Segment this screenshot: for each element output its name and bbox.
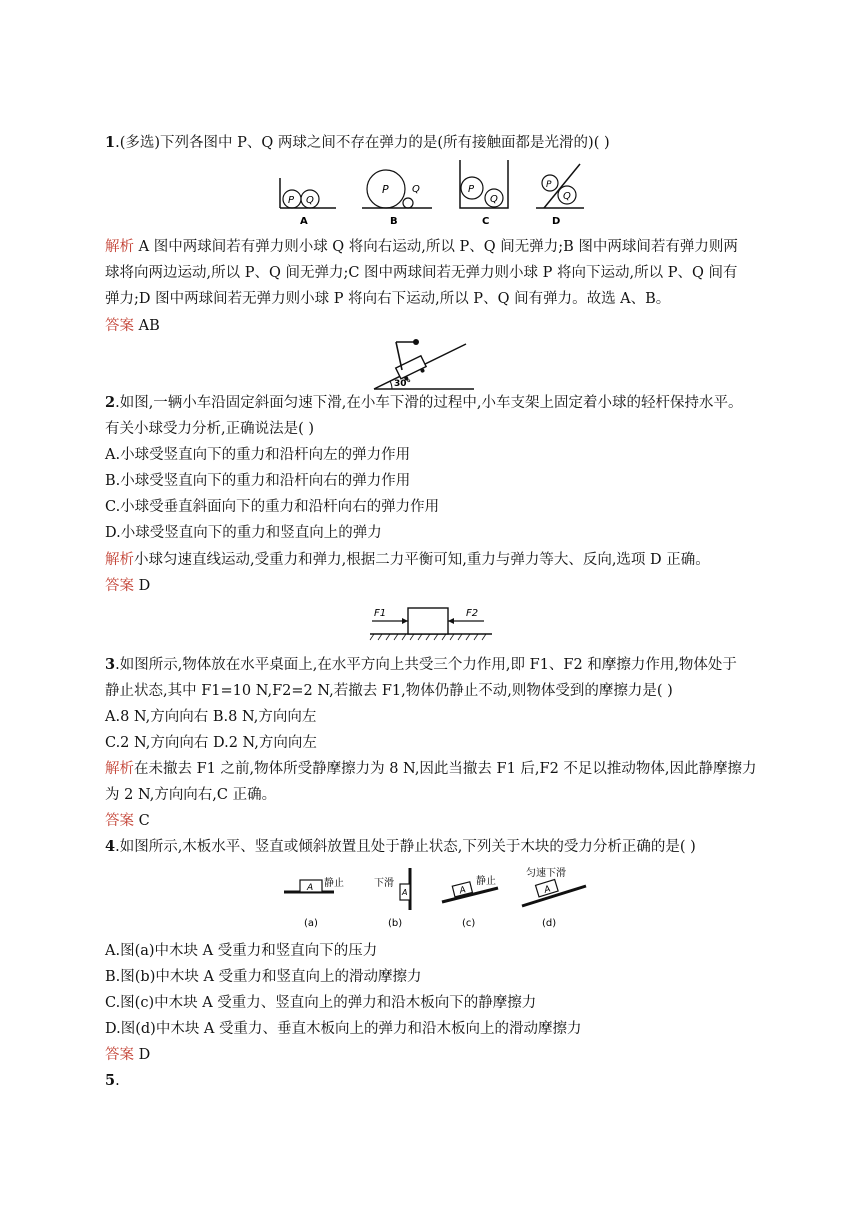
q5-number: 5 [105,1072,116,1089]
q3-options-ab: A.8 N,方向向右 B.8 N,方向向左 [105,709,317,725]
q2-option-c: C.小球受垂直斜面向下的重力和沿杆向右的弹力作用 [105,499,440,515]
q3-number: 3 [105,656,116,673]
q1-ball-p: P [288,195,295,206]
q4-fig-b [374,868,410,929]
q4-option-a: A.图(a)中木块 A 受重力和竖直向下的压力 [105,943,378,959]
svg-text:A: A [458,885,468,897]
q3-force-f1: F1 [374,608,387,619]
svg-text:静止: 静止 [324,878,344,889]
q1-fig-a [280,178,336,227]
q3-analysis-line-2: 为 2 N,方向向右,C 正确。 [105,787,277,803]
q1-stem: 1.(多选)下列各图中 P、Q 两球之间不存在弹力的是(所有接触面都是光滑的)( ) [105,134,610,151]
q1-label-d: D [552,216,561,227]
svg-text:匀速下滑: 匀速下滑 [526,868,566,879]
q4-fig-a [284,876,344,929]
q4-option-d: D.图(d)中木块 A 受重力、垂直木板向上的弹力和沿木板向上的滑动摩擦力 [105,1021,582,1037]
q2-option-a: A.小球受竖直向下的重力和沿杆向左的弹力作用 [105,447,411,463]
q3-force-f2: F2 [466,608,479,619]
q4-caption-c: (c) [462,918,476,929]
q1-fig-b [362,170,432,227]
q1-fig-c [460,160,508,227]
q1-label-a: A [300,216,308,227]
q2-option-b: B.小球受竖直向下的重力和沿杆向右的弹力作用 [105,473,411,489]
q4-caption-a: (a) [304,918,318,929]
q1-label-c: C [482,216,490,227]
svg-text:静止: 静止 [476,876,496,887]
q3-analysis-line-1: 解析在未撤去 F1 之前,物体所受静摩擦力为 8 N,因此当撤去 F1 后,F2 不足以推动物体,因此静摩擦力 [105,761,757,777]
q3-stem-line-2: 静止状态,其中 F1=10 N,F2=2 N,若撤去 F1,物体仍静止不动,则物体受到的摩擦力是( ) [105,683,673,699]
q2-answer: 答案 D [105,578,151,594]
q3-options-cd: C.2 N,方向向右 D.2 N,方向向左 [105,735,317,751]
q3-stem-line-1: 3.如图所示,物体放在水平桌面上,在水平方向上共受三个力作用,即 F1、F2 和摩擦力作用,物体处于 [105,656,737,673]
q3-answer: 答案 C [105,813,150,829]
svg-text:Q: Q [412,184,420,195]
q4-figure [282,862,592,936]
svg-text:Q: Q [490,194,498,205]
svg-text:P: P [382,183,389,196]
q1-number: 1 [105,134,116,151]
q5-stem: 5. [105,1072,120,1089]
q2-number: 2 [105,394,116,411]
q1-figure [270,158,590,232]
q4-option-c: C.图(c)中木块 A 受重力、竖直向上的弹力和沿木板向下的静摩擦力 [105,995,537,1011]
svg-text:A: A [402,888,408,897]
svg-text:A: A [543,884,552,896]
q1-fig-d [536,164,584,227]
q2-option-d: D.小球受竖直向下的重力和竖直向上的弹力 [105,525,382,541]
q4-answer: 答案 D [105,1047,151,1063]
q4-fig-d [522,866,586,929]
q2-figure [370,334,480,394]
q2-stem-line-1: 2.如图,一辆小车沿固定斜面匀速下滑,在小车下滑的过程中,小车支架上固定着小球的轻杆保持水平。 [105,394,743,411]
q4-caption-b: (b) [388,918,403,929]
q4-number: 4 [105,838,116,855]
q3-figure [366,600,496,642]
q1-label-b: B [390,216,398,227]
q4-fig-c [442,874,498,929]
svg-text:Q: Q [563,191,571,202]
q1-analysis-tag: 解析 [105,239,134,255]
q4-option-b: B.图(b)中木块 A 受重力和竖直向上的滑动摩擦力 [105,969,422,985]
q1-ball-q: Q [306,195,314,206]
svg-text:A: A [307,883,314,893]
q1-analysis-line-2: 球将向两边运动,所以 P、Q 间无弹力;C 图中两球间若无弹力则小球 P 将向下运动,所以 P、Q 间有 [105,265,738,281]
q2-angle-label: 30° [394,379,412,389]
q1-answer: 答案 AB [105,318,160,334]
svg-text:P: P [468,184,475,195]
q1-analysis-line-1: 解析 A 图中两球间若有弹力则小球 Q 将向右运动,所以 P、Q 间无弹力;B 图中两球间若有弹力则两 [105,239,738,255]
q1-analysis-line-3: 弹力;D 图中两球间若无弹力则小球 P 将向右下运动,所以 P、Q 间有弹力。故选 A、B。 [105,291,671,307]
q4-stem: 4.如图所示,木板水平、竖直或倾斜放置且处于静止状态,下列关于木块的受力分析正确的是( ) [105,838,696,855]
q2-stem-line-2: 有关小球受力分析,正确说法是( ) [105,421,315,437]
q4-caption-d: (d) [542,918,557,929]
svg-text:P: P [546,180,552,190]
svg-text:下滑: 下滑 [374,878,394,889]
q2-analysis: 解析小球匀速直线运动,受重力和弹力,根据二力平衡可知,重力与弹力等大、反向,选项 D 正确。 [105,552,710,568]
